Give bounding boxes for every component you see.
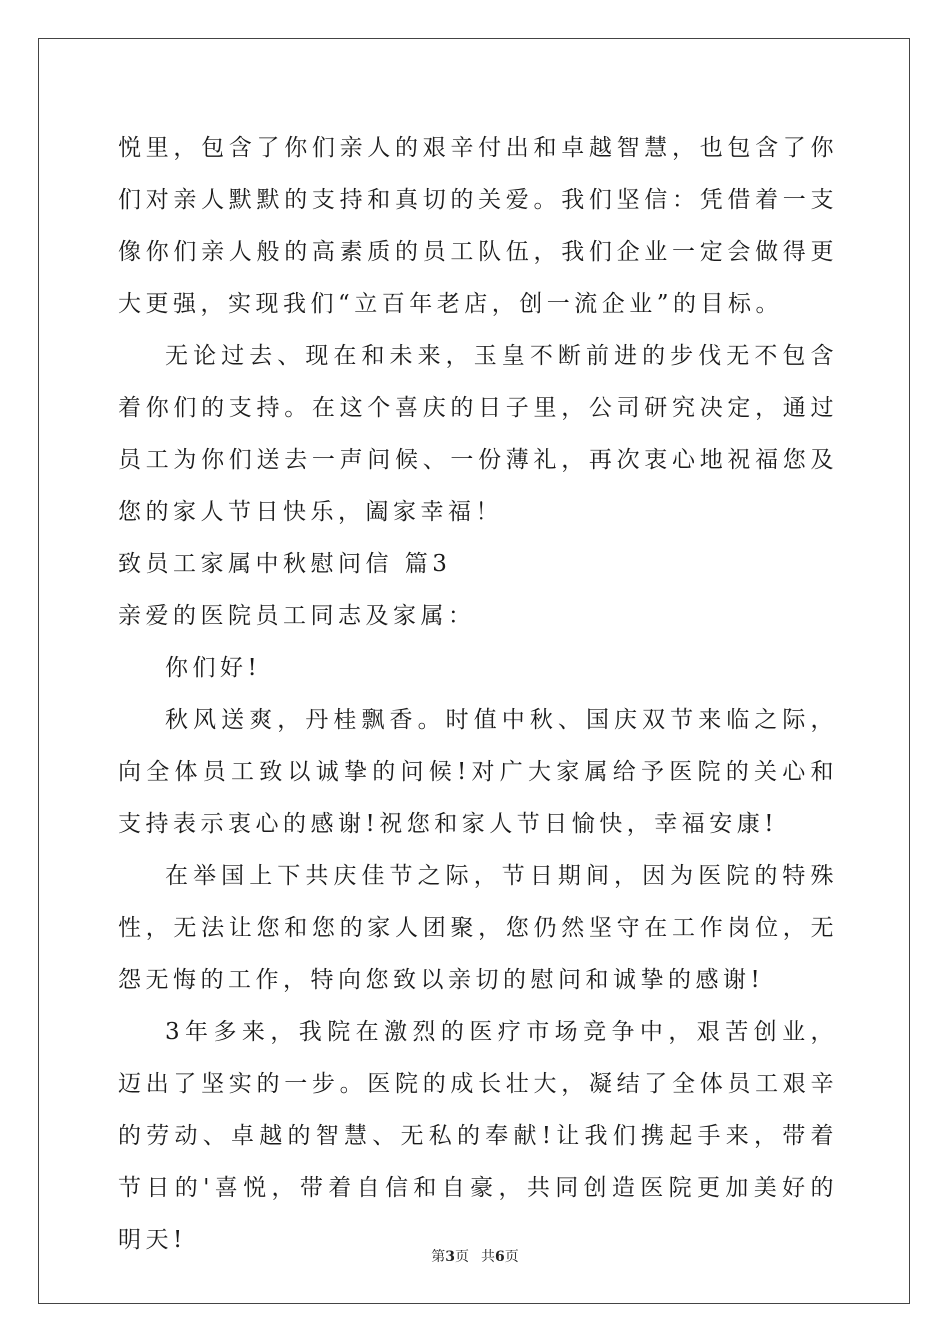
paragraph-5: 3年多来，我院在激烈的医疗市场竞争中，艰苦创业，迈出了坚实的一步。医院的成长壮大，凝结了全体员工艰辛的劳动、卓越的智慧、无私的奉献!让我们携起手来，带着节日的'喜悦，带着自信和自豪，共同创造医院更加美好的明天! (118, 1019, 838, 1253)
total-prefix: 共 (481, 1249, 495, 1265)
greeting: 你们好! (165, 655, 262, 681)
salutation: 亲爱的医院员工同志及家属： (118, 603, 476, 629)
page-footer (0, 1246, 950, 1266)
total-suffix: 页 (504, 1249, 519, 1265)
page-number: 3 (445, 1249, 455, 1265)
page-suffix: 页 (455, 1249, 469, 1265)
paragraph-1: 悦里，包含了你们亲人的艰辛付出和卓越智慧，也包含了你们对亲人默默的支持和真切的关爱。我们坚信：凭借着一支像你们亲人般的高素质的员工队伍，我们企业一定会做得更大更强，实现我们“立百年老店，创一流企业”的目标。 (118, 135, 838, 317)
document-body (118, 122, 838, 1266)
total-pages: 6 (495, 1249, 505, 1265)
section-heading: 致员工家属中秋慰问信 篇3 (118, 551, 452, 577)
paragraph-2: 无论过去、现在和未来，玉皇不断前进的步伐无不包含着你们的支持。在这个喜庆的日子里，公司研究决定，通过员工为你们送去一声问候、一份薄礼，再次衷心地祝福您及您的家人节日快乐，阖家幸福！ (118, 343, 838, 525)
paragraph-4: 在举国上下共庆佳节之际，节日期间，因为医院的特殊性，无法让您和您的家人团聚，您仍然坚守在工作岗位，无怨无悔的工作，特向您致以亲切的慰问和诚挚的感谢! (118, 863, 838, 993)
paragraph-3: 秋风送爽，丹桂飘香。时值中秋、国庆双节来临之际，向全体员工致以诚挚的问候!对广大家属给予医院的关心和支持表示衷心的感谢!祝您和家人节日愉快，幸福安康! (118, 707, 838, 837)
page-prefix: 第 (431, 1249, 446, 1265)
